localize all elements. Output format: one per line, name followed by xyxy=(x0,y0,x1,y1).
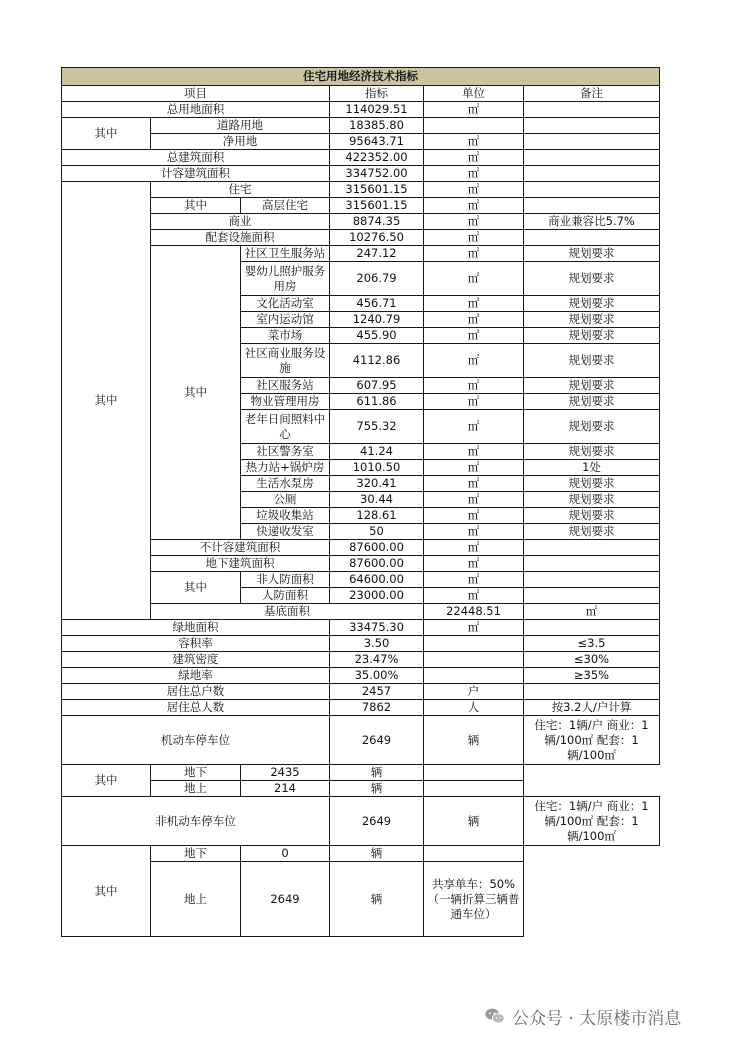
row-label: 道路用地 xyxy=(151,118,330,134)
row-value: 23.47% xyxy=(330,652,424,668)
row-label: 快递收发室 xyxy=(241,524,330,540)
row-unit: ㎡ xyxy=(424,572,524,588)
group-label: 其中 xyxy=(62,118,151,150)
group-label: 其中 xyxy=(62,182,151,620)
row-value: 456.71 xyxy=(330,296,424,312)
row-note xyxy=(524,198,660,214)
row-note: 规划要求 xyxy=(524,296,660,312)
row-unit: ㎡ xyxy=(424,444,524,460)
row-label: 非机动车停车位 xyxy=(62,797,330,846)
row-value: 2435 xyxy=(241,765,330,781)
wechat-icon xyxy=(484,1005,506,1027)
row-unit: ㎡ xyxy=(424,312,524,328)
row-note: 住宅：1辆/户 商业：1辆/100㎡ 配套：1辆/100㎡ xyxy=(524,716,660,765)
row-note: 规划要求 xyxy=(524,262,660,296)
row-unit: ㎡ xyxy=(424,230,524,246)
table-header-row xyxy=(62,86,660,102)
row-value: 2649 xyxy=(330,716,424,765)
row-note: 按3.2人/户计算 xyxy=(524,700,660,716)
row-value: 95643.71 xyxy=(330,134,424,150)
economic-indicators-table xyxy=(61,67,660,937)
row-label: 地上 xyxy=(151,862,241,937)
row-unit: ㎡ xyxy=(424,296,524,312)
row-value: 114029.51 xyxy=(330,102,424,118)
row-unit: ㎡ xyxy=(424,262,524,296)
row-unit: ㎡ xyxy=(424,410,524,444)
row-label: 室内运动馆 xyxy=(241,312,330,328)
row-label: 地下 xyxy=(151,765,241,781)
table-row xyxy=(62,572,660,588)
row-label: 物业管理用房 xyxy=(241,394,330,410)
row-unit: ㎡ xyxy=(424,524,524,540)
row-label: 居住总户数 xyxy=(62,684,330,700)
row-unit: ㎡ xyxy=(424,476,524,492)
row-label: 配套设施面积 xyxy=(151,230,330,246)
row-value: 87600.00 xyxy=(330,556,424,572)
row-label: 生活水泵房 xyxy=(241,476,330,492)
row-value: 755.32 xyxy=(330,410,424,444)
row-unit: ㎡ xyxy=(424,182,524,198)
group-label: 其中 xyxy=(151,198,241,214)
table-row xyxy=(62,652,660,668)
row-unit: ㎡ xyxy=(424,134,524,150)
table-title-row xyxy=(62,68,660,86)
row-label: 计容建筑面积 xyxy=(62,166,330,182)
row-unit: ㎡ xyxy=(424,556,524,572)
row-note: 1处 xyxy=(524,460,660,476)
table-row xyxy=(62,797,660,846)
row-note: ≤3.5 xyxy=(524,636,660,652)
row-value: 128.61 xyxy=(330,508,424,524)
row-value: 455.90 xyxy=(330,328,424,344)
table-row xyxy=(62,781,660,797)
row-unit: 辆 xyxy=(330,781,424,797)
row-value: 22448.51 xyxy=(424,604,524,620)
row-value: 87600.00 xyxy=(330,540,424,556)
row-value: 33475.30 xyxy=(330,620,424,636)
row-note xyxy=(424,765,524,781)
row-note xyxy=(524,540,660,556)
row-value: 206.79 xyxy=(330,262,424,296)
row-value: 607.95 xyxy=(330,378,424,394)
row-label: 社区服务站 xyxy=(241,378,330,394)
table-row xyxy=(62,716,660,765)
table-row xyxy=(62,150,660,166)
row-unit: ㎡ xyxy=(424,394,524,410)
row-unit: ㎡ xyxy=(424,540,524,556)
table-row xyxy=(62,684,660,700)
row-note xyxy=(524,588,660,604)
table-row xyxy=(62,230,660,246)
table-row xyxy=(62,118,660,134)
header-value: 指标 xyxy=(330,86,424,102)
row-label: 社区卫生服务站 xyxy=(241,246,330,262)
row-note xyxy=(524,572,660,588)
row-unit: ㎡ xyxy=(424,150,524,166)
row-value: 422352.00 xyxy=(330,150,424,166)
table-row xyxy=(62,862,660,937)
row-note: ≥35% xyxy=(524,668,660,684)
row-unit: ㎡ xyxy=(424,588,524,604)
row-unit: 辆 xyxy=(330,765,424,781)
row-label: 建筑密度 xyxy=(62,652,330,668)
row-unit: ㎡ xyxy=(424,328,524,344)
row-value: 2649 xyxy=(330,797,424,846)
row-label: 总用地面积 xyxy=(62,102,330,118)
row-unit: 人 xyxy=(424,700,524,716)
row-unit xyxy=(424,668,524,684)
row-label: 社区商业服务设施 xyxy=(241,344,330,378)
row-value: 23000.00 xyxy=(330,588,424,604)
row-note: 商业兼容比5.7% xyxy=(524,214,660,230)
table-row xyxy=(62,636,660,652)
row-value: 1240.79 xyxy=(330,312,424,328)
row-label: 高层住宅 xyxy=(241,198,330,214)
row-value: 50 xyxy=(330,524,424,540)
row-note: 规划要求 xyxy=(524,378,660,394)
row-note xyxy=(524,150,660,166)
row-value: 214 xyxy=(241,781,330,797)
row-note: 共享单车：50%（一辆折算三辆普通车位） xyxy=(424,862,524,937)
row-note xyxy=(524,230,660,246)
table-row xyxy=(62,620,660,636)
row-label: 总建筑面积 xyxy=(62,150,330,166)
row-label: 人防面积 xyxy=(241,588,330,604)
row-label: 机动车停车位 xyxy=(62,716,330,765)
row-value: 611.86 xyxy=(330,394,424,410)
group-label: 其中 xyxy=(151,572,241,604)
table-row xyxy=(62,540,660,556)
watermark xyxy=(484,1004,681,1028)
header-unit: 单位 xyxy=(424,86,524,102)
row-unit: 辆 xyxy=(330,846,424,862)
header-note: 备注 xyxy=(524,86,660,102)
row-value: 30.44 xyxy=(330,492,424,508)
row-label: 绿地率 xyxy=(62,668,330,684)
table-row xyxy=(62,246,660,262)
row-unit: ㎡ xyxy=(424,492,524,508)
table-row xyxy=(62,102,660,118)
row-unit: ㎡ xyxy=(424,214,524,230)
row-label: 地上 xyxy=(151,781,241,797)
row-label: 地下 xyxy=(151,846,241,862)
row-label: 非人防面积 xyxy=(241,572,330,588)
row-unit: ㎡ xyxy=(424,620,524,636)
row-value: 315601.15 xyxy=(330,198,424,214)
row-label: 基底面积 xyxy=(151,604,424,620)
table-title: 住宅用地经济技术指标 xyxy=(62,68,660,86)
table-row xyxy=(62,182,660,198)
row-value: 334752.00 xyxy=(330,166,424,182)
row-unit: 辆 xyxy=(424,716,524,765)
row-note xyxy=(524,684,660,700)
row-value: 10276.50 xyxy=(330,230,424,246)
table-row xyxy=(62,846,660,862)
row-label: 不计容建筑面积 xyxy=(151,540,330,556)
row-note xyxy=(524,556,660,572)
row-label: 容积率 xyxy=(62,636,330,652)
row-value: 2649 xyxy=(241,862,330,937)
row-unit: ㎡ xyxy=(424,246,524,262)
row-note xyxy=(524,166,660,182)
row-note xyxy=(524,134,660,150)
row-value: 3.50 xyxy=(330,636,424,652)
row-note: 规划要求 xyxy=(524,394,660,410)
row-label: 文化活动室 xyxy=(241,296,330,312)
table-row xyxy=(62,700,660,716)
row-label: 菜市场 xyxy=(241,328,330,344)
table-row xyxy=(62,214,660,230)
row-note: 规划要求 xyxy=(524,524,660,540)
table-row xyxy=(62,166,660,182)
row-note xyxy=(424,781,524,797)
row-value: 18385.80 xyxy=(330,118,424,134)
row-label: 社区警务室 xyxy=(241,444,330,460)
row-note xyxy=(524,118,660,134)
row-value: 315601.15 xyxy=(330,182,424,198)
row-label: 住宅 xyxy=(151,182,330,198)
row-unit: ㎡ xyxy=(424,344,524,378)
row-value: 2457 xyxy=(330,684,424,700)
row-unit: ㎡ xyxy=(424,508,524,524)
row-note: 规划要求 xyxy=(524,476,660,492)
group-label: 其中 xyxy=(151,246,241,540)
row-value: 320.41 xyxy=(330,476,424,492)
table-row xyxy=(62,198,660,214)
row-note: ≤30% xyxy=(524,652,660,668)
row-value: 7862 xyxy=(330,700,424,716)
row-unit: ㎡ xyxy=(424,378,524,394)
row-value: 4112.86 xyxy=(330,344,424,378)
row-unit: 户 xyxy=(424,684,524,700)
row-note xyxy=(524,182,660,198)
watermark-text: 公众号 · 太原楼市消息 xyxy=(512,1008,682,1029)
row-value: 8874.35 xyxy=(330,214,424,230)
row-note: 规划要求 xyxy=(524,246,660,262)
row-value: 64600.00 xyxy=(330,572,424,588)
table-row xyxy=(62,556,660,572)
row-unit: 辆 xyxy=(330,862,424,937)
row-value: 41.24 xyxy=(330,444,424,460)
row-label: 公厕 xyxy=(241,492,330,508)
row-label: 绿地面积 xyxy=(62,620,330,636)
row-unit: ㎡ xyxy=(524,604,660,620)
row-label: 净用地 xyxy=(151,134,330,150)
row-note xyxy=(524,620,660,636)
row-label: 热力站+锅炉房 xyxy=(241,460,330,476)
table-row xyxy=(62,604,660,620)
row-label: 商业 xyxy=(151,214,330,230)
row-value: 247.12 xyxy=(330,246,424,262)
row-note: 规划要求 xyxy=(524,410,660,444)
row-unit: ㎡ xyxy=(424,198,524,214)
table-row xyxy=(62,668,660,684)
row-unit xyxy=(424,652,524,668)
group-label: 其中 xyxy=(62,846,151,937)
row-unit xyxy=(424,636,524,652)
row-value: 35.00% xyxy=(330,668,424,684)
row-note: 规划要求 xyxy=(524,492,660,508)
row-label: 垃圾收集站 xyxy=(241,508,330,524)
row-label: 地下建筑面积 xyxy=(151,556,330,572)
row-note: 规划要求 xyxy=(524,328,660,344)
row-label: 居住总人数 xyxy=(62,700,330,716)
table-row xyxy=(62,765,660,781)
row-unit: ㎡ xyxy=(424,460,524,476)
row-note: 规划要求 xyxy=(524,344,660,378)
row-value: 1010.50 xyxy=(330,460,424,476)
row-note: 住宅：1辆/户 商业：1辆/100㎡ 配套：1辆/100㎡ xyxy=(524,797,660,846)
row-note: 规划要求 xyxy=(524,312,660,328)
row-note: 规划要求 xyxy=(524,508,660,524)
table-row xyxy=(62,134,660,150)
row-label: 婴幼儿照护服务用房 xyxy=(241,262,330,296)
row-note xyxy=(424,846,524,862)
header-item: 项目 xyxy=(62,86,330,102)
row-label: 老年日间照料中心 xyxy=(241,410,330,444)
row-value: 0 xyxy=(241,846,330,862)
row-unit: ㎡ xyxy=(424,102,524,118)
group-label: 其中 xyxy=(62,765,151,797)
row-unit: 辆 xyxy=(424,797,524,846)
row-note: 规划要求 xyxy=(524,444,660,460)
row-unit: ㎡ xyxy=(424,166,524,182)
row-note xyxy=(524,102,660,118)
row-unit xyxy=(424,118,524,134)
